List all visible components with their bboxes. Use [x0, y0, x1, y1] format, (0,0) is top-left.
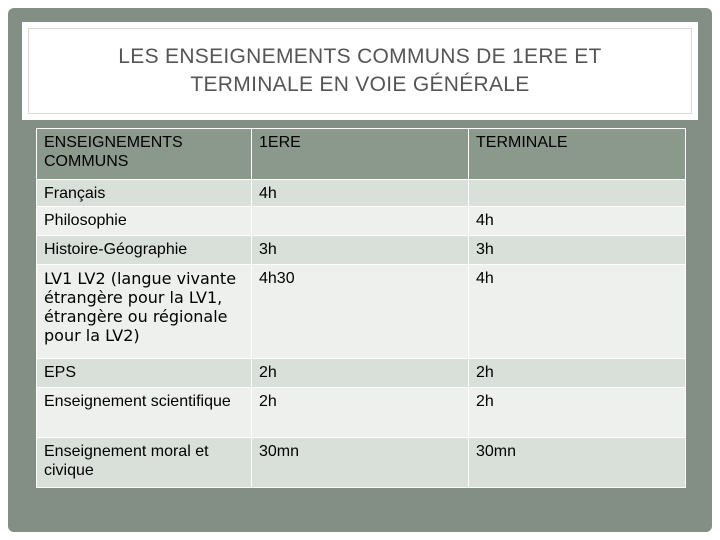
row-terminale-cell: 2h: [469, 388, 686, 438]
slide-title: LES ENSEIGNEMENTS COMMUNS DE 1ERE ET TERMINALE EN VOIE GÉNÉRALE: [118, 45, 602, 96]
subjects-table: [36, 128, 686, 488]
row-terminale-cell: 3h: [469, 236, 686, 265]
title-box: [22, 22, 698, 120]
row-1ere-cell: [252, 207, 469, 236]
table-row: [37, 438, 686, 488]
row-terminale-cell: 4h: [469, 207, 686, 236]
table-header-row: [37, 129, 686, 180]
table-row: [37, 359, 686, 388]
row-subject-cell: Philosophie: [37, 207, 252, 236]
row-terminale-cell: 30mn: [469, 438, 686, 488]
row-1ere-cell: 4h: [252, 180, 469, 207]
table-row: [37, 180, 686, 207]
row-terminale-cell: 4h: [469, 265, 686, 359]
row-subject-cell: EPS: [37, 359, 252, 388]
row-subject-cell: Français: [37, 180, 252, 207]
row-subject-cell: LV1 LV2 (langue vivante étrangère pour la LV1, étrangère ou régionale pour la LV2): [37, 265, 252, 359]
row-1ere-cell: 30mn: [252, 438, 469, 488]
header-cell-subjects: ENSEIGNEMENTS COMMUNS: [37, 129, 252, 180]
row-1ere-cell: 2h: [252, 388, 469, 438]
row-terminale-cell: 2h: [469, 359, 686, 388]
table-row: [37, 265, 686, 359]
table-row: [37, 236, 686, 265]
row-terminale-cell: [469, 180, 686, 207]
row-subject-cell: Histoire-Géographie: [37, 236, 252, 265]
header-cell-terminale: TERMINALE: [469, 129, 686, 180]
title-frame: [28, 28, 692, 114]
table-row: [37, 388, 686, 438]
row-1ere-cell: 2h: [252, 359, 469, 388]
header-cell-1ere: 1ERE: [252, 129, 469, 180]
row-subject-cell: Enseignement scientifique: [37, 388, 252, 438]
row-1ere-cell: 4h30: [252, 265, 469, 359]
row-subject-cell: Enseignement moral et civique: [37, 438, 252, 488]
row-1ere-cell: 3h: [252, 236, 469, 265]
table-row: [37, 207, 686, 236]
